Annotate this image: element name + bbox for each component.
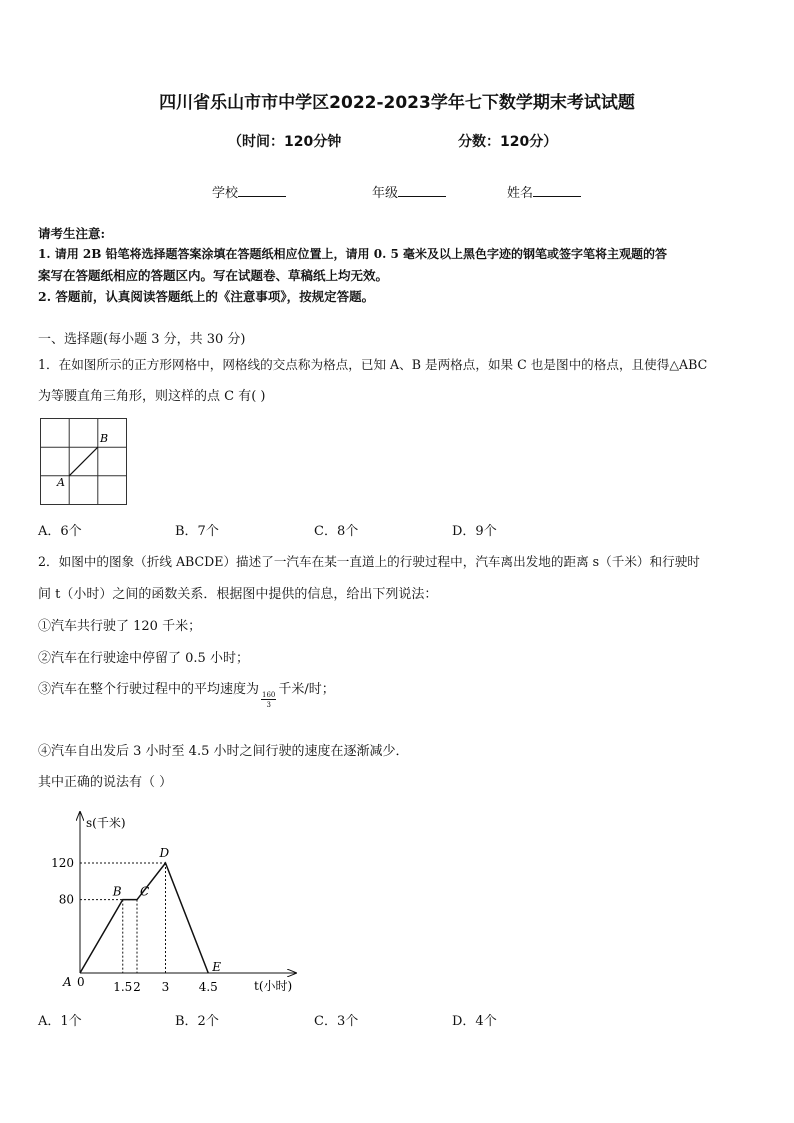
q2-question: 其中正确的说法有（ ） [38, 775, 173, 790]
q1-option-b[interactable]: B．7个 [175, 524, 219, 539]
grade-field [372, 182, 446, 201]
notice-item1-line2: 案写在答题纸相应的答题区内。写在试题卷、草稿纸上均无效。 [38, 268, 389, 283]
q1-line2: 为等腰直角三角形，则这样的点 C 有( ) [38, 389, 266, 404]
x-axis-label: t(小时) [254, 979, 293, 993]
q2-statement-1: ①汽车共行驶了 120 千米； [38, 619, 202, 634]
exam-score: 分数：120分） [458, 134, 558, 150]
point-label-d: D [159, 846, 170, 860]
point-label-e: E [212, 960, 222, 974]
exam-time: （时间：120分钟 [228, 134, 342, 150]
q2-option-b[interactable]: B．2个 [175, 1014, 219, 1029]
school-field [212, 182, 286, 201]
q1-option-d[interactable]: D．9个 [452, 524, 497, 539]
grade-label: 年级 [372, 186, 399, 201]
q2-statement-2: ②汽车在行驶途中停留了 0.5 小时； [38, 651, 249, 666]
fraction-numerator: 160 [262, 691, 276, 699]
y-tick-label: 80 [58, 892, 74, 907]
grade-blank [398, 184, 446, 197]
y-axis-label: s(千米) [86, 816, 126, 830]
name-label: 姓名 [507, 186, 534, 201]
point-a-label: A [57, 476, 65, 489]
section1-heading: 一、选择题(每小题 3 分，共 30 分) [38, 332, 246, 347]
name-blank [533, 184, 581, 197]
fraction [261, 692, 276, 709]
notice-heading: 请考生注意: [38, 226, 106, 241]
school-blank [238, 184, 286, 197]
origin-label: 0 [77, 975, 85, 989]
q2-option-d[interactable]: D．4个 [452, 1014, 497, 1029]
q2-statement-3-text: ③汽车在整个行驶过程中的平均速度为 [38, 682, 260, 697]
segment-ab [69, 447, 98, 476]
q2-line1: 2．如图中的图象（折线 ABCDE）描述了一汽车在某一直道上的行驶过程中，汽车离出发地的距离 s（千米）和行驶时 [38, 554, 700, 569]
q1-grid-figure [38, 416, 130, 508]
q2-statement-4: ④汽车自出发后 3 小时至 4.5 小时之间行驶的速度在逐渐减少． [38, 744, 409, 759]
q2-graph [40, 806, 310, 1002]
fraction-denominator: 3 [266, 701, 271, 709]
school-label: 学校 [212, 186, 239, 201]
series-line [80, 863, 208, 973]
x-tick-label: 1.5 [113, 980, 133, 994]
notice-item1-line1: 1. 请用 2B 铅笔将选择题答案涂填在答题纸相应位置上，请用 0. 5 毫米及以上黑色字迹的钢笔或签字笔将主观题的答 [38, 247, 667, 261]
point-label-b: B [112, 884, 122, 899]
q2-option-a[interactable]: A．1个 [38, 1014, 82, 1029]
y-tick-label: 120 [51, 856, 74, 870]
point-label-c: C [140, 884, 150, 899]
point-b-label: B [100, 432, 109, 445]
q1-line1: 1．在如图所示的正方形网格中，网格线的交点称为格点，已知 A、B 是两格点，如果 C 也是图中的格点，且使得△ABC [38, 357, 708, 372]
point-label-a: A [63, 975, 72, 989]
q2-statement-3 [38, 678, 335, 709]
x-tick-label: 2 [133, 980, 141, 994]
page-title: 四川省乐山市市中学区2022-2023学年七下数学期末考试试题 [159, 93, 635, 113]
q2-statement-3-unit: 千米/时； [278, 682, 335, 697]
q2-option-c[interactable]: C．3个 [314, 1014, 359, 1029]
q1-option-c[interactable]: C．8个 [314, 524, 359, 539]
name-field [507, 182, 581, 201]
x-tick-label: 4.5 [198, 980, 218, 994]
notice-item2: 2. 答题前，认真阅读答题纸上的《注意事项》，按规定答题。 [38, 289, 375, 304]
x-tick-label: 3 [161, 980, 170, 994]
q2-line2: 间 t（小时）之间的函数关系．根据图中提供的信息，给出下列说法： [38, 587, 438, 602]
q1-option-a[interactable]: A．6个 [38, 524, 82, 539]
